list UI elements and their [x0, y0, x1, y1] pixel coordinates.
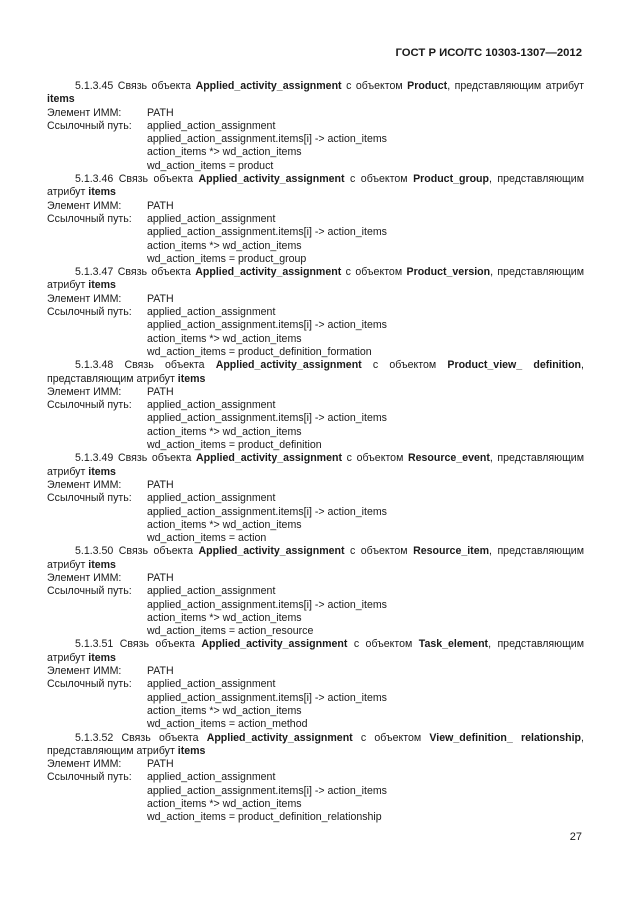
section-number: 5.1.3.48: [75, 359, 114, 372]
section-post: , представляющим атрибут: [47, 266, 584, 292]
ref-path-line: applied_action_assignment.items[i] -> action_items: [147, 598, 387, 611]
section-post: , представляющим атрибут: [447, 80, 584, 92]
mapping-section: [47, 452, 584, 545]
ref-path-line: action_items *> wd_action_items: [147, 332, 302, 345]
element-label: Элемент ИММ:: [47, 478, 122, 491]
target-entity: Task_element: [418, 638, 489, 651]
element-label: Элемент ИММ:: [47, 106, 122, 119]
section-heading: [47, 638, 584, 665]
target-entity: Product_view_ definition: [447, 359, 582, 372]
ref-path-line: applied_action_assignment: [147, 212, 276, 225]
section-mid: с объектом: [346, 80, 403, 92]
section-pre: Связь объекта: [119, 638, 195, 651]
ref-path-line: action_items *> wd_action_items: [147, 239, 302, 252]
ref-path-line: action_items *> wd_action_items: [147, 425, 302, 438]
source-entity: Applied_activity_assignment: [206, 731, 353, 744]
ref-path-line: applied_action_assignment: [147, 585, 276, 598]
element-row: [47, 665, 584, 678]
ref-path-lines: [147, 771, 584, 824]
target-entity: Resource_item: [413, 545, 490, 558]
element-row: [47, 107, 584, 120]
ref-path-label: Ссылочный путь:: [47, 678, 132, 691]
attribute-name: items: [88, 186, 116, 199]
section-mid: с объектом: [372, 359, 437, 372]
section-post: , представляющим атрибут: [47, 545, 585, 571]
ref-path-label: Ссылочный путь:: [47, 771, 132, 784]
ref-path-lines: [147, 678, 584, 731]
section-heading: [47, 732, 584, 759]
ref-path-line: wd_action_items = action_resource: [147, 625, 314, 638]
source-entity: Applied_activity_assignment: [195, 452, 342, 465]
section-post: , представляющим атрибут: [47, 638, 585, 664]
element-value: PATH: [147, 571, 174, 584]
ref-path-line: applied_action_assignment: [147, 492, 276, 505]
ref-path-label: Ссылочный путь:: [47, 212, 132, 225]
section-post: , представляющим атрибут: [47, 731, 584, 757]
ref-path-line: action_items *> wd_action_items: [147, 798, 302, 811]
element-row: [47, 200, 584, 213]
section-mid: с объектом: [350, 545, 408, 558]
ref-path-label: Ссылочный путь:: [47, 306, 132, 319]
element-label: Элемент ИММ:: [47, 571, 122, 584]
section-number: 5.1.3.52: [75, 731, 114, 744]
element-label: Элемент ИММ:: [47, 292, 122, 305]
ref-path-line: applied_action_assignment: [147, 678, 276, 691]
ref-path-line: wd_action_items = product_definition_formation: [147, 345, 372, 358]
mapping-section: [47, 545, 584, 638]
ref-path-line: applied_action_assignment.items[i] -> action_items: [147, 319, 387, 332]
ref-path-line: applied_action_assignment.items[i] -> action_items: [147, 412, 387, 425]
ref-path-label: Ссылочный путь:: [47, 585, 132, 598]
ref-path-line: applied_action_assignment: [147, 119, 276, 132]
attribute-name: items: [177, 372, 206, 385]
ref-path-row: [47, 771, 584, 824]
section-pre: Связь объекта: [117, 80, 192, 92]
mapping-section: [47, 80, 584, 173]
section-number: 5.1.3.45: [75, 80, 114, 92]
element-row: [47, 572, 584, 585]
element-row: [47, 293, 584, 306]
target-entity: Product: [407, 80, 448, 92]
attribute-name: items: [47, 93, 75, 106]
element-label: Элемент ИММ:: [47, 758, 122, 771]
element-label: Элемент ИММ:: [47, 665, 122, 678]
attribute-name: items: [177, 744, 206, 757]
source-entity: Applied_activity_assignment: [215, 359, 362, 372]
attribute-name: items: [88, 651, 116, 664]
section-mid: с объектом: [360, 731, 422, 744]
element-label: Элемент ИММ:: [47, 385, 122, 398]
ref-path-row: [47, 213, 584, 266]
section-pre: Связь объекта: [118, 545, 194, 558]
target-entity: View_definition_ relationship: [429, 731, 582, 744]
section-number: 5.1.3.49: [75, 452, 114, 465]
document-body: [47, 80, 584, 825]
section-post: , представляющим атрибут: [47, 173, 584, 199]
mapping-section: [47, 359, 584, 452]
section-heading: [47, 173, 584, 200]
section-mid: с объектом: [350, 173, 408, 186]
target-entity: Product_version: [406, 266, 491, 279]
ref-path-line: wd_action_items = product: [147, 159, 274, 172]
ref-path-lines: [147, 492, 584, 545]
ref-path-line: action_items *> wd_action_items: [147, 146, 302, 159]
ref-path-lines: [147, 585, 584, 638]
ref-path-line: wd_action_items = product_definition_relationship: [147, 811, 382, 824]
section-pre: Связь объекта: [117, 266, 191, 279]
section-heading: [47, 545, 584, 572]
section-number: 5.1.3.46: [75, 173, 114, 186]
section-mid: с объектом: [353, 638, 413, 651]
page-number: 27: [569, 831, 582, 843]
ref-path-row: [47, 399, 584, 452]
section-post: , представляющим атрибут: [47, 359, 584, 385]
ref-path-line: applied_action_assignment: [147, 399, 276, 412]
ref-path-line: action_items *> wd_action_items: [147, 518, 302, 531]
section-number: 5.1.3.50: [75, 545, 114, 558]
ref-path-line: wd_action_items = product_definition: [147, 439, 322, 452]
ref-path-line: applied_action_assignment.items[i] -> action_items: [147, 784, 387, 797]
ref-path-line: applied_action_assignment.items[i] -> action_items: [147, 226, 387, 239]
attribute-name: items: [88, 558, 116, 571]
mapping-section: [47, 732, 584, 825]
mapping-section: [47, 173, 584, 266]
attribute-name: items: [88, 465, 116, 478]
section-pre: Связь объекта: [117, 452, 192, 465]
ref-path-lines: [147, 306, 584, 359]
ref-path-line: action_items *> wd_action_items: [147, 611, 302, 624]
element-value: PATH: [147, 106, 174, 119]
element-row: [47, 386, 584, 399]
section-pre: Связь объекта: [124, 359, 205, 372]
ref-path-label: Ссылочный путь:: [47, 492, 132, 505]
source-entity: Applied_activity_assignment: [195, 80, 342, 92]
section-post: , представляющим атрибут: [47, 452, 584, 478]
section-heading: [47, 80, 584, 107]
ref-path-row: [47, 492, 584, 545]
section-heading: [47, 452, 584, 479]
ref-path-row: [47, 678, 584, 731]
element-value: PATH: [147, 478, 174, 491]
source-entity: Applied_activity_assignment: [198, 173, 345, 186]
section-heading: [47, 359, 584, 386]
ref-path-line: applied_action_assignment: [147, 306, 276, 319]
document-header: ГОСТ Р ИСО/ТС 10303-1307—2012: [395, 47, 582, 59]
ref-path-label: Ссылочный путь:: [47, 399, 132, 412]
ref-path-line: wd_action_items = action: [147, 532, 267, 545]
ref-path-label: Ссылочный путь:: [47, 119, 132, 132]
element-value: PATH: [147, 385, 174, 398]
element-value: PATH: [147, 199, 174, 212]
ref-path-row: [47, 306, 584, 359]
sections-container: [47, 80, 584, 825]
mapping-section: [47, 638, 584, 731]
source-entity: Applied_activity_assignment: [201, 638, 348, 651]
target-entity: Product_group: [413, 173, 489, 186]
ref-path-line: applied_action_assignment: [147, 771, 276, 784]
ref-path-lines: [147, 399, 584, 452]
element-value: PATH: [147, 292, 174, 305]
element-label: Элемент ИММ:: [47, 199, 122, 212]
element-row: [47, 758, 584, 771]
ref-path-line: wd_action_items = action_method: [147, 718, 308, 731]
ref-path-line: applied_action_assignment.items[i] -> action_items: [147, 133, 387, 146]
source-entity: Applied_activity_assignment: [198, 545, 345, 558]
section-number: 5.1.3.47: [75, 266, 114, 279]
section-heading: [47, 266, 584, 293]
ref-path-line: action_items *> wd_action_items: [147, 704, 302, 717]
ref-path-line: wd_action_items = product_group: [147, 252, 307, 265]
section-mid: с объектом: [346, 452, 404, 465]
section-pre: Связь объекта: [118, 173, 194, 186]
element-value: PATH: [147, 758, 174, 771]
element-value: PATH: [147, 665, 174, 678]
element-row: [47, 479, 584, 492]
ref-path-row: [47, 120, 584, 173]
ref-path-lines: [147, 120, 584, 173]
ref-path-lines: [147, 213, 584, 266]
source-entity: Applied_activity_assignment: [195, 266, 342, 279]
ref-path-line: applied_action_assignment.items[i] -> action_items: [147, 691, 387, 704]
ref-path-line: applied_action_assignment.items[i] -> action_items: [147, 505, 387, 518]
section-number: 5.1.3.51: [75, 638, 114, 651]
section-mid: с объектом: [345, 266, 403, 279]
attribute-name: items: [88, 279, 116, 292]
target-entity: Resource_event: [408, 452, 490, 465]
mapping-section: [47, 266, 584, 359]
section-pre: Связь объекта: [121, 731, 199, 744]
ref-path-row: [47, 585, 584, 638]
